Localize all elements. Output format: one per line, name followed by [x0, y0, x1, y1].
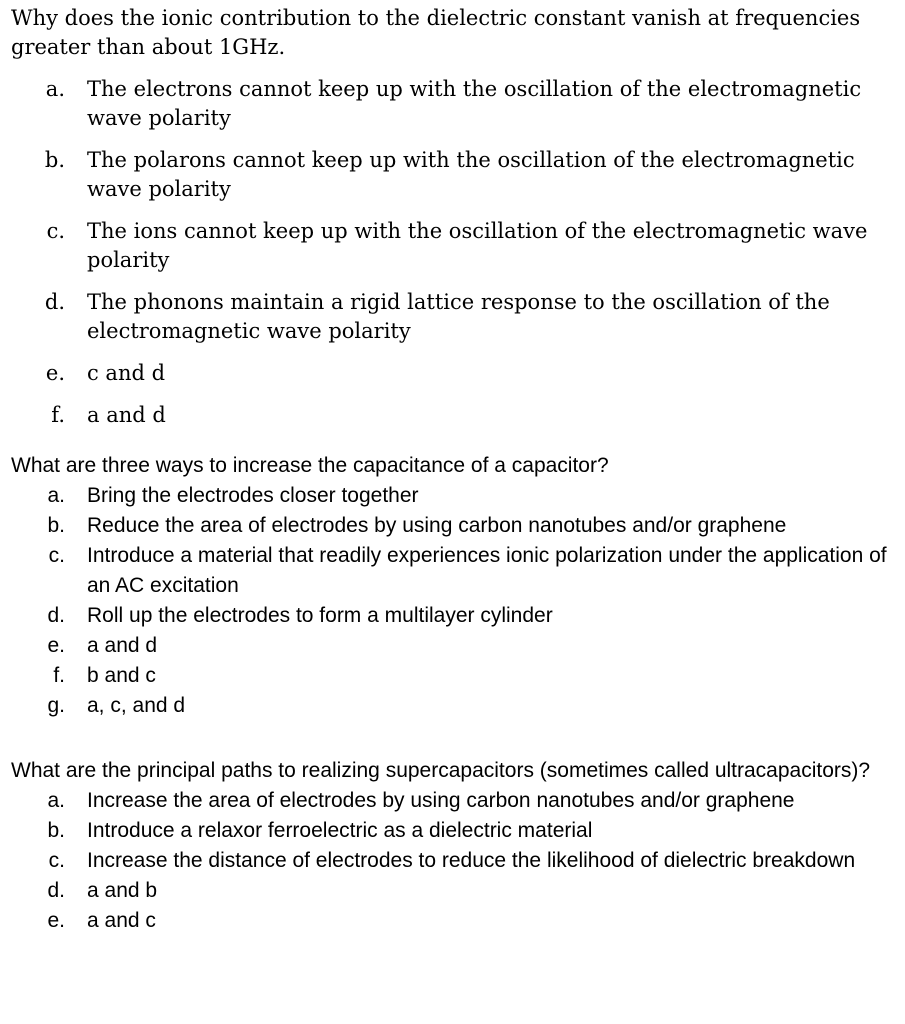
option-letter: c.: [48, 849, 65, 872]
option-letter: b.: [47, 819, 65, 842]
question-2: [11, 451, 891, 721]
option-g: [11, 691, 891, 721]
option-d: [11, 288, 891, 346]
option-letter: c.: [48, 544, 65, 567]
option-text: b and c: [87, 664, 156, 687]
option-letter: f.: [53, 664, 65, 687]
option-text: c and d: [87, 361, 166, 385]
question-3-text: What are the principal paths to realizing supercapacitors (sometimes called ultracapacitors)?: [11, 759, 871, 782]
option-b: [11, 511, 891, 541]
question-3: [11, 756, 891, 936]
option-c: [11, 217, 891, 275]
option-d: [11, 601, 891, 631]
option-letter: b.: [47, 514, 65, 537]
option-a: [11, 481, 891, 511]
option-d: [11, 876, 891, 906]
option-b: [11, 816, 891, 846]
option-letter: b.: [44, 148, 65, 172]
option-f: [11, 401, 891, 430]
option-letter: e.: [45, 361, 65, 385]
question-1-options: [11, 75, 891, 430]
option-text: Reduce the area of electrodes by using carbon nanotubes and/or graphene: [87, 514, 787, 537]
question-1-text: Why does the ionic contribution to the dielectric constant vanish at frequencies greater than about 1GHz.: [11, 6, 861, 59]
option-letter: d.: [47, 604, 65, 627]
question-2-text: What are three ways to increase the capacitance of a capacitor?: [11, 454, 609, 477]
option-text: The phonons maintain a rigid lattice response to the oscillation of the electromagnetic wave polarity: [87, 290, 830, 343]
option-a: [11, 75, 891, 133]
option-text: Increase the distance of electrodes to reduce the likelihood of dielectric breakdown: [87, 849, 856, 872]
option-b: [11, 146, 891, 204]
option-letter: e.: [47, 909, 65, 932]
option-e: [11, 359, 891, 388]
question-2-options: [11, 481, 891, 721]
option-e: [11, 906, 891, 936]
question-3-options: [11, 786, 891, 936]
option-letter: d.: [47, 879, 65, 902]
option-e: [11, 631, 891, 661]
option-text: Increase the area of electrodes by using carbon nanotubes and/or graphene: [87, 789, 795, 812]
option-f: [11, 661, 891, 691]
option-letter: g.: [47, 694, 65, 717]
question-1: [11, 4, 891, 443]
option-letter: e.: [47, 634, 65, 657]
option-text: The ions cannot keep up with the oscillation of the electromagnetic wave polarity: [87, 219, 868, 272]
option-text: a, c, and d: [87, 694, 186, 717]
option-letter: d.: [44, 290, 65, 314]
option-text: a and d: [87, 634, 158, 657]
option-text: Roll up the electrodes to form a multilayer cylinder: [87, 604, 553, 627]
option-a: [11, 786, 891, 816]
option-text: a and b: [87, 879, 158, 902]
option-text: Introduce a material that readily experiences ionic polarization under the application of an AC excitation: [87, 544, 887, 597]
option-text: The electrons cannot keep up with the oscillation of the electromagnetic wave polarity: [87, 77, 862, 130]
option-text: a and c: [87, 909, 156, 932]
option-letter: c.: [46, 219, 65, 243]
option-c: [11, 541, 891, 601]
option-c: [11, 846, 891, 876]
option-text: a and d: [87, 403, 166, 427]
option-letter: a.: [47, 484, 65, 507]
option-text: Bring the electrodes closer together: [87, 484, 419, 507]
option-text: The polarons cannot keep up with the oscillation of the electromagnetic wave polarity: [87, 148, 855, 201]
option-letter: a.: [45, 77, 65, 101]
option-letter: f.: [51, 403, 65, 427]
option-text: Introduce a relaxor ferroelectric as a dielectric material: [87, 819, 593, 842]
option-letter: a.: [47, 789, 65, 812]
